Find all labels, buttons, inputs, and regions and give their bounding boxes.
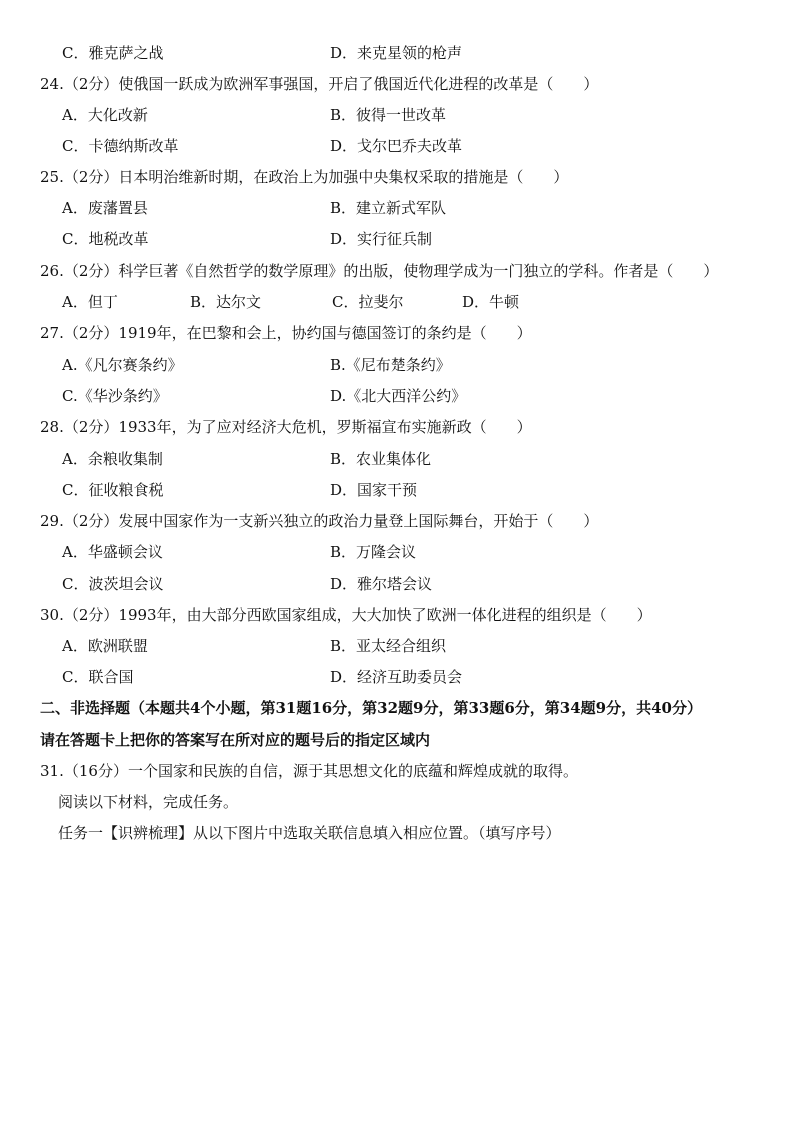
option-a: A．华盛顿会议 [62, 543, 163, 561]
question-29: 29.（2分）发展中国家作为一支新兴独立的政治力量登上国际舞台，开始于（ ） [40, 512, 599, 530]
option-d: D．经济互助委员会 [330, 668, 463, 686]
options-q23-row2 [62, 42, 762, 64]
option-d: D．牛顿 [462, 293, 520, 311]
options-q30-row1 [62, 635, 762, 657]
options-q29-row2 [62, 573, 762, 595]
question-31-task1: 任务一【识辨梳理】从以下图片中选取关联信息填入相应位置。（填写序号） [58, 824, 561, 842]
option-c: C．波茨坦会议 [62, 575, 164, 593]
question-24: 24.（2分）使俄国一跃成为欧洲军事强国，开启了俄国近代化进程的改革是（ ） [40, 75, 599, 93]
options-q29-row1 [62, 541, 762, 563]
option-a: A．废藩置县 [62, 199, 148, 217]
option-a: A．但丁 [62, 293, 118, 311]
options-q30-row2 [62, 666, 762, 688]
question-31: 31.（16分）一个国家和民族的自信，源于其思想文化的底蕴和辉煌成就的取得。 [40, 762, 578, 780]
options-q26 [62, 291, 762, 313]
option-c: C．拉斐尔 [332, 293, 404, 311]
option-d: D.《北大西洋公约》 [330, 387, 467, 405]
options-q24-row2 [62, 135, 762, 157]
option-b: B.《尼布楚条约》 [330, 356, 451, 374]
option-b: B．达尔文 [190, 293, 262, 311]
question-28: 28.（2分）1933年，为了应对经济大危机，罗斯福宣布实施新政（ ） [40, 418, 532, 436]
option-c: C．联合国 [62, 668, 134, 686]
option-a: A.《凡尔赛条约》 [62, 356, 183, 374]
option-d: D．来克星领的枪声 [330, 44, 463, 62]
question-25: 25.（2分）日本明治维新时期，在政治上为加强中央集权采取的措施是（ ） [40, 168, 569, 186]
option-c: C．地税改革 [62, 230, 149, 248]
options-q27-row1 [62, 354, 762, 376]
option-a: A．余粮收集制 [62, 450, 163, 468]
options-q28-row1 [62, 448, 762, 470]
question-31-instruction: 阅读以下材料，完成任务。 [58, 793, 239, 811]
question-30: 30.（2分）1993年，由大部分西欧国家组成，大大加快了欧洲一体化进程的组织是（ ） [40, 606, 652, 624]
option-d: D．实行征兵制 [330, 230, 433, 248]
options-q25-row2 [62, 228, 762, 250]
question-26: 26.（2分）科学巨著《自然哲学的数学原理》的出版，使物理学成为一门独立的学科。作者是（ ） [40, 262, 719, 280]
option-d: D．国家干预 [330, 481, 418, 499]
option-b: B．彼得一世改革 [330, 106, 447, 124]
option-c: C．征收粮食税 [62, 481, 164, 499]
options-q24-row1 [62, 104, 762, 126]
option-a: A．大化改新 [62, 106, 148, 124]
option-b: B．建立新式军队 [330, 199, 447, 217]
option-b: B．万隆会议 [330, 543, 417, 561]
options-q28-row2 [62, 479, 762, 501]
options-q27-row2 [62, 385, 762, 407]
options-q25-row1 [62, 197, 762, 219]
option-c: C.《华沙条约》 [62, 387, 168, 405]
question-27: 27.（2分）1919年，在巴黎和会上，协约国与德国签订的条约是（ ） [40, 324, 532, 342]
section-heading: 二、非选择题（本题共4个小题，第31题16分，第32题9分，第33题6分，第34题9分，共40分） [40, 699, 702, 717]
option-b: B．农业集体化 [330, 450, 432, 468]
section-instruction: 请在答题卡上把你的答案写在所对应的题号后的指定区域内 [40, 731, 431, 749]
option-b: B．亚太经合组织 [330, 637, 447, 655]
option-c: C．雅克萨之战 [62, 44, 164, 62]
option-a: A．欧洲联盟 [62, 637, 148, 655]
option-d: D．雅尔塔会议 [330, 575, 433, 593]
option-c: C．卡德纳斯改革 [62, 137, 179, 155]
option-d: D．戈尔巴乔夫改革 [330, 137, 463, 155]
